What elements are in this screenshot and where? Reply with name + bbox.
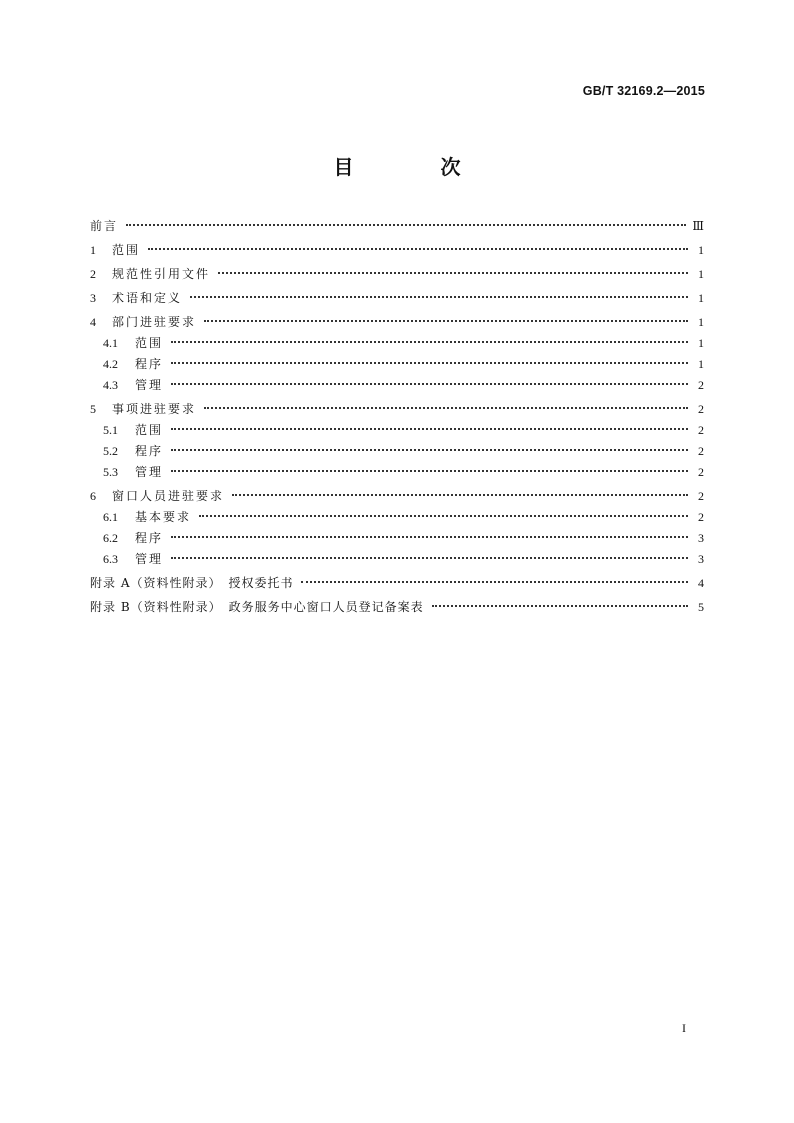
toc-leader-dots [171, 470, 688, 472]
toc-leader-dots [301, 581, 688, 583]
toc-entry-page: 3 [698, 552, 704, 566]
toc-entry-label: 事项进驻要求 [112, 402, 197, 416]
toc-entry-number: 6.1 [103, 510, 118, 524]
toc-entry-number: 5.2 [103, 444, 118, 458]
toc-entry-number: 1 [90, 243, 96, 257]
toc-leader-dots [204, 320, 688, 322]
toc-entry-label: 范围 [135, 336, 164, 350]
toc-entry[interactable] [90, 399, 704, 420]
toc-leader-dots [171, 536, 688, 538]
toc-leader-dots [171, 341, 688, 343]
toc-entry[interactable] [90, 354, 704, 375]
toc-entry-page: 1 [698, 336, 704, 350]
toc-entry-number: 2 [90, 267, 96, 281]
toc-entry-page: 3 [698, 531, 704, 545]
toc-entry-label: 术语和定义 [112, 291, 183, 305]
toc-entry-label: 管理 [135, 465, 164, 479]
toc-entry-number: 4.3 [103, 378, 118, 392]
toc-entry[interactable] [90, 462, 704, 483]
toc-leader-dots [171, 557, 688, 559]
toc-entry-page: 2 [698, 423, 704, 437]
toc-entry[interactable] [90, 528, 704, 549]
toc-entry-page: 2 [698, 378, 704, 392]
toc-leader-dots [171, 362, 688, 364]
toc-entry-label: 部门进驻要求 [112, 315, 197, 329]
toc-entry-page: 2 [698, 510, 704, 524]
toc-leader-dots [171, 428, 688, 430]
toc-entry[interactable] [90, 216, 704, 237]
toc-leader-dots [204, 407, 688, 409]
toc-entry-number: 6.2 [103, 531, 118, 545]
toc-entry-label: 程序 [135, 357, 164, 371]
toc-entry-label: 程序 [135, 444, 164, 458]
toc-entry[interactable] [90, 507, 704, 528]
toc-leader-dots [432, 605, 688, 607]
toc-entry[interactable] [90, 486, 704, 507]
page-number: I [682, 1021, 686, 1035]
toc-entry[interactable] [90, 264, 704, 285]
toc-entry-page: 2 [698, 489, 704, 503]
toc-entry-label: 管理 [135, 378, 164, 392]
toc-entry-label: 管理 [135, 552, 164, 566]
toc-entry[interactable] [90, 573, 704, 594]
toc-entry-label: 窗口人员进驻要求 [112, 489, 225, 503]
toc-entry-page: 1 [698, 267, 704, 281]
toc-entry[interactable] [90, 288, 704, 309]
toc-entry[interactable] [90, 549, 704, 570]
toc-entry[interactable] [90, 333, 704, 354]
toc-entry-label: 规范性引用文件 [112, 267, 211, 281]
table-of-contents [90, 216, 704, 618]
toc-leader-dots [232, 494, 688, 496]
toc-entry-page: 2 [698, 444, 704, 458]
toc-leader-dots [171, 383, 688, 385]
toc-entry-page: 1 [698, 243, 704, 257]
toc-entry-page: 2 [698, 465, 704, 479]
toc-entry-number: 5.1 [103, 423, 118, 437]
toc-entry[interactable] [90, 420, 704, 441]
toc-entry-page: 1 [698, 291, 704, 305]
toc-entry-label: 基本要求 [135, 510, 192, 524]
toc-leader-dots [199, 515, 688, 517]
standard-number: GB/T 32169.2—2015 [582, 84, 705, 98]
toc-entry-number: 5.3 [103, 465, 118, 479]
toc-leader-dots [171, 449, 688, 451]
toc-leader-dots [190, 296, 688, 298]
toc-entry-page: 4 [698, 576, 704, 590]
toc-leader-dots [148, 248, 688, 250]
toc-entry-number: 4 [90, 315, 96, 329]
toc-entry-number: 5 [90, 402, 96, 416]
page-title: 目 次 [333, 155, 501, 179]
toc-entry[interactable] [90, 375, 704, 396]
toc-entry-page: 1 [698, 357, 704, 371]
toc-entry-label: 附录 A（资料性附录） 授权委托书 [90, 576, 294, 590]
toc-entry[interactable] [90, 597, 704, 618]
toc-entry-page: 2 [698, 402, 704, 416]
toc-entry-page: Ⅲ [692, 219, 704, 233]
toc-entry-label: 范围 [112, 243, 141, 257]
toc-entry-label: 前言 [90, 219, 119, 233]
toc-entry-number: 3 [90, 291, 96, 305]
toc-entry-label: 程序 [135, 531, 164, 545]
toc-entry-number: 6.3 [103, 552, 118, 566]
toc-entry-page: 1 [698, 315, 704, 329]
toc-entry-label: 附录 B（资料性附录） 政务服务中心窗口人员登记备案表 [90, 600, 424, 614]
toc-entry-label: 范围 [135, 423, 164, 437]
toc-leader-dots [126, 224, 686, 226]
toc-leader-dots [218, 272, 688, 274]
toc-entry-number: 6 [90, 489, 96, 503]
toc-entry[interactable] [90, 240, 704, 261]
toc-entry-number: 4.2 [103, 357, 118, 371]
toc-entry-number: 4.1 [103, 336, 118, 350]
toc-entry[interactable] [90, 312, 704, 333]
toc-entry-page: 5 [698, 600, 704, 614]
toc-entry[interactable] [90, 441, 704, 462]
